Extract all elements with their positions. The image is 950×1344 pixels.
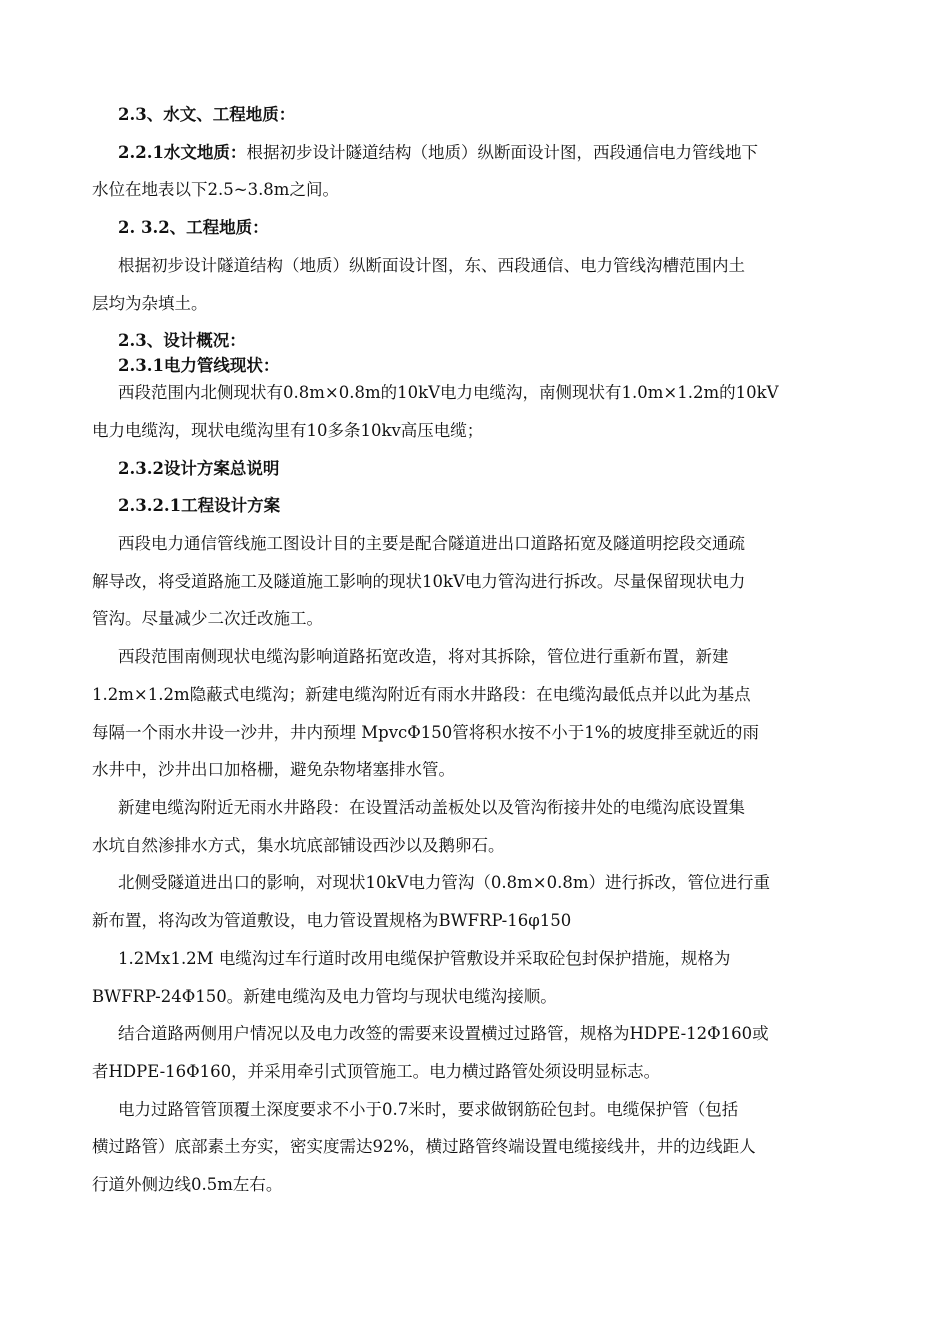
paragraph-line: 2.2.1水文地质：根据初步设计隧道结构（地质）纵断面设计图，西段通信电力管线地下 <box>118 143 758 162</box>
paragraph-line: 每隔一个雨水井设一沙井，井内预埋 MpvcΦ150管将积水按不小于1%的坡度排至就近的雨 <box>92 723 759 742</box>
paragraph-line: 横过路管）底部素土夯实，密实度需达92%，横过路管终端设置电缆接线井，井的边线距人 <box>92 1137 756 1156</box>
subsection-heading-power-status: 2.3.1电力管线现状： <box>118 356 280 375</box>
paragraph-line: 西段范围内北侧现状有0.8m×0.8m的10kV电力电缆沟，南侧现状有1.0m×1.2m的10kV <box>118 383 779 402</box>
paragraph-line: 水井中，沙井出口加格栅，避免杂物堵塞排水管。 <box>92 760 455 779</box>
paragraph-line: 行道外侧边线0.5m左右。 <box>92 1175 283 1194</box>
paragraph-line: 北侧受隧道进出口的影响，对现状10kV电力管沟（0.8m×0.8m）进行拆改，管位进行重 <box>118 873 771 892</box>
paragraph-line: 水坑自然渗排水方式，集水坑底部铺设西沙以及鹅卵石。 <box>92 836 505 855</box>
paragraph-line: 解导改，将受道路施工及隧道施工影响的现状10kV电力管沟进行拆改。尽量保留现状电力 <box>92 572 746 591</box>
subsection-heading-hydrology: 2.2.1水文地质： <box>118 143 247 162</box>
paragraph-line: 水位在地表以下2.5~3.8m之间。 <box>92 180 339 199</box>
paragraph-line: 新布置，将沟改为管道敷设，电力管设置规格为BWFRP-16φ150 <box>92 911 572 930</box>
paragraph-line: 根据初步设计隧道结构（地质）纵断面设计图，东、西段通信、电力管线沟槽范围内土 <box>118 256 745 275</box>
paragraph-line: BWFRP-24Φ150。新建电缆沟及电力管均与现状电缆沟接顺。 <box>92 987 557 1006</box>
paragraph-line: 新建电缆沟附近无雨水井路段：在设置活动盖板处以及管沟衔接井处的电缆沟底设置集 <box>118 798 745 817</box>
paragraph-line: 1.2Mx1.2M 电缆沟过车行道时改用电缆保护管敷设并采取砼包封保护措施，规格为 <box>118 949 731 968</box>
subsection-heading-engineering-geology: 2. 3.2、工程地质： <box>118 218 269 237</box>
section-heading-hydro-geology: 2.3、水文、工程地质： <box>118 105 296 124</box>
paragraph-line: 者HDPE-16Φ160，并采用牵引式顶管施工。电力横过路管处须设明显标志。 <box>92 1062 661 1081</box>
paragraph-line: 管沟。尽量减少二次迁改施工。 <box>92 609 323 628</box>
subsection-heading-design-summary: 2.3.2设计方案总说明 <box>118 459 280 478</box>
paragraph-line: 电力电缆沟，现状电缆沟里有10多条10kv高压电缆； <box>92 421 484 440</box>
paragraph-line: 结合道路两侧用户情况以及电力改签的需要来设置横过过路管，规格为HDPE-12Φ160或 <box>118 1024 769 1043</box>
paragraph-line: 电力过路管管顶覆土深度要求不小于0.7米时，要求做钢筋砼包封。电缆保护管（包括 <box>118 1100 739 1119</box>
paragraph-line: 1.2m×1.2m隐蔽式电缆沟；新建电缆沟附近有雨水井路段：在电缆沟最低点并以此为基点 <box>92 685 751 704</box>
paragraph-line: 西段电力通信管线施工图设计目的主要是配合隧道进出口道路拓宽及隧道明挖段交通疏 <box>118 534 745 553</box>
paragraph-line: 层均为杂填土。 <box>92 294 208 313</box>
subsection-heading-engineering-scheme: 2.3.2.1工程设计方案 <box>118 496 281 515</box>
paragraph-line: 西段范围南侧现状电缆沟影响道路拓宽改造，将对其拆除，管位进行重新布置，新建 <box>118 647 729 666</box>
section-heading-design-overview: 2.3、设计概况： <box>118 331 246 350</box>
